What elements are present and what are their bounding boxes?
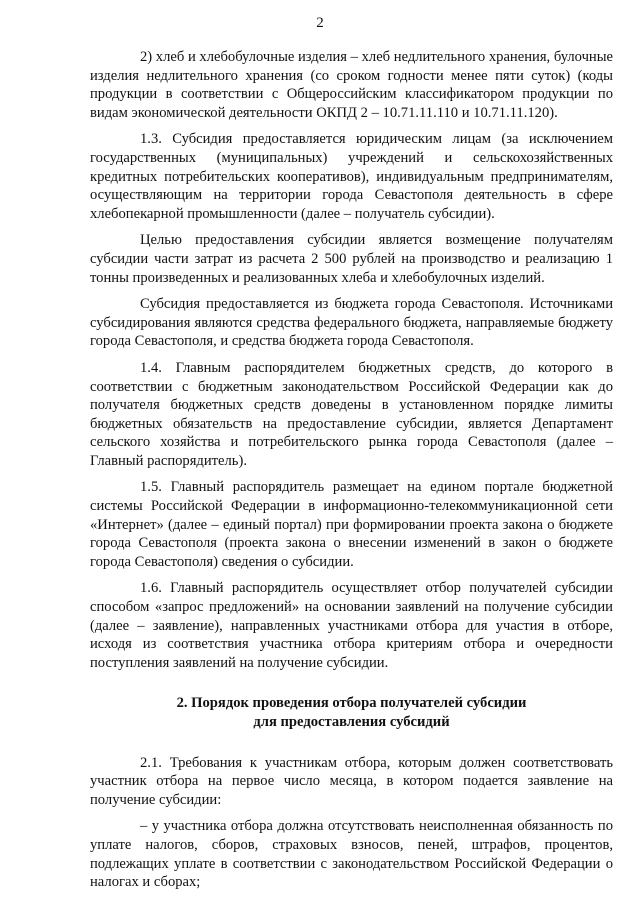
section-heading-line-2: для предоставления субсидий [253, 714, 450, 730]
document-body [90, 48, 613, 892]
paragraph-2-1: 2.1. Требования к участникам отбора, которым должен соответствовать участник отбора на первое число месяца, в котором подается заявление на получение субсидии: [90, 754, 613, 808]
paragraph-purpose: Целью предоставления субсидии является возмещение получателям субсидии части затрат из расчета 2 500 рублей на производство и реализацию 1 тонны произведенных и реализованных хлеба и хлебобулочных изделий. [90, 232, 613, 286]
paragraph-tax-requirement: – у участника отбора должна отсутствовать неисполненная обязанность по уплате налогов, сборов, страховых взносов, пеней, штрафов, процентов, подлежащих уплате в соответствии с законодательством Российской Федерации о налогах и сборах; [90, 818, 613, 891]
paragraph-1-3: 1.3. Субсидия предоставляется юридическим лицам (за исключением государственных (муниципальных) учреждений и сельскохозяйственных кредитных потребительских кооперативов), индивидуальным предпринимателям, осуществляющим на территории города Севастополя деятельность в сфере хлебопекарной промышленности (далее – получатель субсидии). [90, 131, 613, 222]
paragraph-funding-source: Субсидия предоставляется из бюджета города Севастополя. Источниками субсидирования являются средства федерального бюджета, направляемые бюджету города Севастополя, и средства бюджета города Севастополя. [90, 296, 613, 350]
section-heading-line-1: 2. Порядок проведения отбора получателей субсидии [176, 695, 527, 712]
paragraph-1-5: 1.5. Главный распорядитель размещает на едином портале бюджетной системы Российской Федерации в информационно-телекоммуникационной сети «Интернет» (далее – единый портал) при формировании проекта закона о бюджете города Севастополя (проекта закона о внесении изменений в закон о бюджете города Севастополя) сведения о субсидии. [90, 479, 613, 570]
paragraph-1-6: 1.6. Главный распорядитель осуществляет отбор получателей субсидии способом «запрос предложений» на основании заявлений на получение субсидии (далее – заявление), направленных участниками отбора для участия в отборе, исходя из соответствия участника отбора критериям отбора и очередности поступления заявлений на получение субсидии. [90, 580, 613, 671]
paragraph-1-4: 1.4. Главным распорядителем бюджетных средств, до которого в соответствии с бюджетным законодательством Российской Федерации как до получателя бюджетных средств доведены в установленном порядке лимиты бюджетных обязательств на предоставление субсидии, является Департамент сельского хозяйства и потребительского рынка города Севастополя (далее – Главный распорядитель). [90, 359, 613, 469]
paragraph-bread-products: 2) хлеб и хлебобулочные изделия – хлеб недлительного хранения, булочные изделия недлительного хранения (со сроком годности менее пяти суток) (коды продукции в соответствии с Общероссийским классификатором продукции по видам экономической деятельности ОКПД 2 – 10.71.11.110 и 10.71.11.120). [90, 49, 613, 121]
page-number: 2 [316, 15, 324, 31]
